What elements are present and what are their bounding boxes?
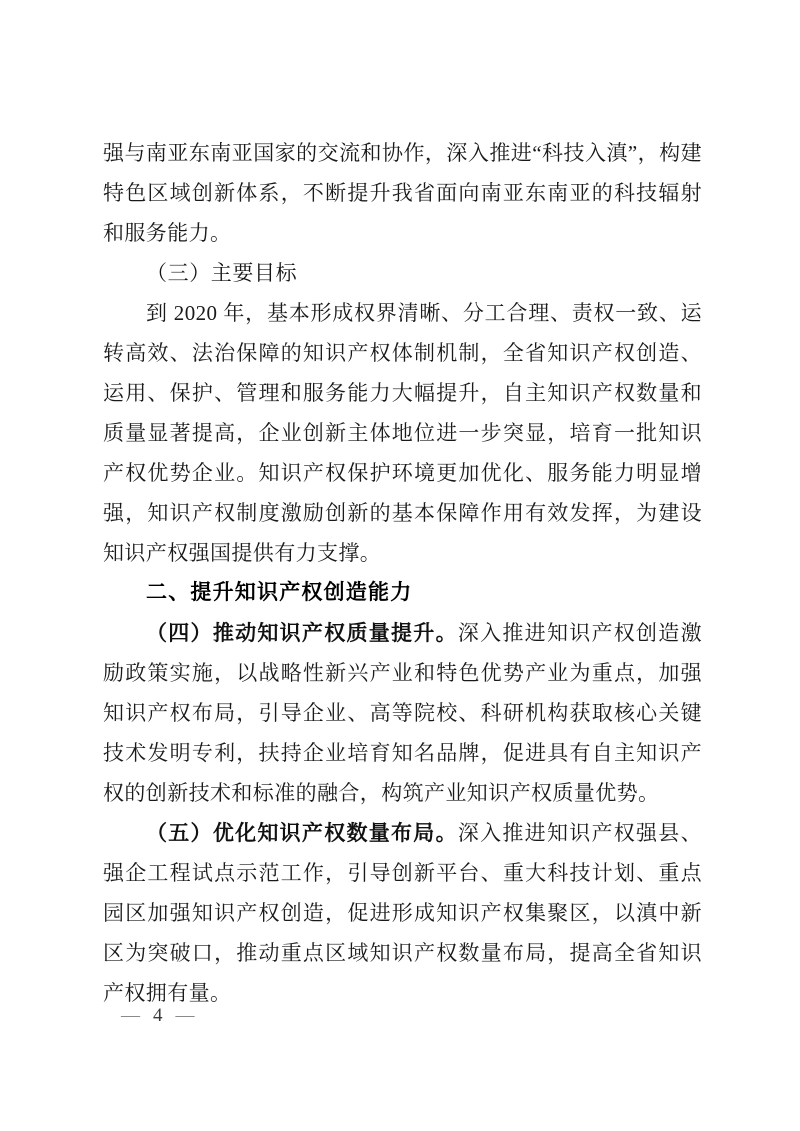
paragraph-main-goals: 到 2020 年，基本形成权界清晰、分工合理、责权一致、运转高效、法治保障的知识产权体制机制，全省知识产权创造、运用、保护、管理和服务能力大幅提升，自主知识产权数量和质量显著提高，企业创新主体地位进一步突显，培育一批知识产权优势企业。知识产权保护环境更加优化、服务能力明显增强，知识产权制度激励创新的基本保障作用有效发挥，为建设知识产权强国提供有力支撑。 xyxy=(103,301,702,565)
paragraph-item-5 xyxy=(103,813,702,1013)
footer-left-dash: — xyxy=(121,1005,140,1026)
section-heading-2: 二、提升知识产权创造能力 xyxy=(146,581,413,604)
paragraph-item-4 xyxy=(103,613,702,813)
paragraph-item-4-lead: （四）推动知识产权质量提升。 xyxy=(146,621,458,645)
page-number: 4 xyxy=(153,1005,163,1026)
subsection-heading-3: （三）主要目标 xyxy=(146,261,298,285)
paragraph-item-5-body: 深入推进知识产权强县、强企工程试点示范工作，引导创新平台、重大科技计划、重点园区加强知识产权创造，促进形成知识产权集聚区，以滇中新区为突破口，推动重点区域知识产权数量布局，提高全省知识产权拥有量。 xyxy=(103,821,702,1005)
paragraph-item-5-lead: （五）优化知识产权数量布局。 xyxy=(146,821,458,845)
footer-right-dash: — xyxy=(175,1005,195,1026)
paragraph-continuation: 强与南亚东南亚国家的交流和协作，深入推进“科技入滇”，构建特色区域创新体系，不断提升我省面向南亚东南亚的科技辐射和服务能力。 xyxy=(103,141,702,245)
paragraph-item-4-body: 深入推进知识产权创造激励政策实施，以战略性新兴产业和特色优势产业为重点，加强知识产权布局，引导企业、高等院校、科研机构获取核心关键技术发明专利，扶持企业培育知名品牌，促进具有自主知识产权的创新技术和标准的融合，构筑产业知识产权质量优势。 xyxy=(103,621,702,805)
document-text-block xyxy=(103,133,702,1013)
page-number-footer xyxy=(121,1003,195,1029)
